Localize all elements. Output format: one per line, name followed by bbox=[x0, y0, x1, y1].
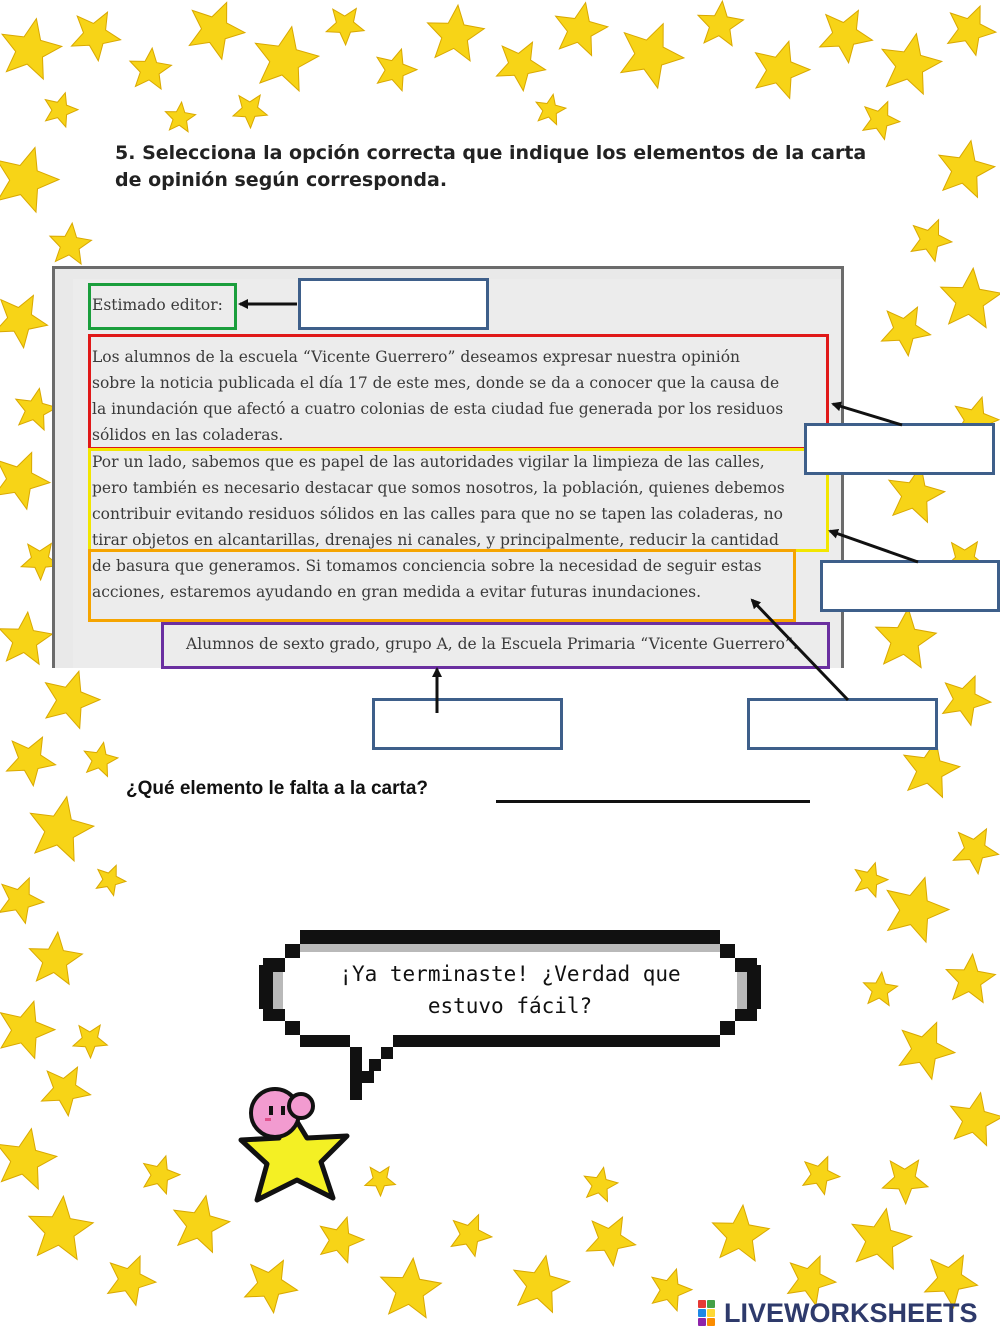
letter-intro-line: sobre la noticia publicada el día 17 de este mes, donde se da a conocer que la causa de bbox=[92, 374, 780, 392]
letter-closing-line: de basura que generamos. Si tomamos conciencia sobre la necesidad de seguir estas bbox=[92, 557, 762, 575]
star-decoration bbox=[887, 878, 949, 943]
star-decoration bbox=[29, 1196, 93, 1259]
speech-bubble-line-2: estuvo fácil? bbox=[427, 994, 593, 1018]
star-decoration bbox=[803, 1157, 840, 1195]
logo-text: LIVEWORKSHEETS bbox=[724, 1297, 978, 1328]
letter-intro-line: Los alumnos de la escuela “Vicente Guerrero” deseamos expresar nuestra opinión bbox=[92, 348, 741, 366]
star-decoration bbox=[0, 878, 44, 924]
question-number: 5. bbox=[115, 142, 136, 164]
star-decoration bbox=[451, 1215, 492, 1257]
star-decoration bbox=[174, 1196, 230, 1253]
pixel-character-on-star bbox=[235, 1080, 365, 1205]
star-decoration bbox=[381, 1258, 442, 1317]
star-decoration bbox=[320, 1217, 364, 1263]
missing-element-question: ¿Qué elemento le falta a la carta? bbox=[126, 778, 428, 799]
star-decoration bbox=[946, 954, 995, 1002]
star-decoration bbox=[42, 1067, 91, 1116]
star-decoration bbox=[953, 829, 998, 874]
letter-body-line: pero también es necesario destacar que somos nosotros, la población, quienes debemos bbox=[92, 479, 785, 497]
speech-bubble-line-1: ¡Ya terminaste! ¿Verdad que bbox=[339, 962, 681, 986]
star-decoration bbox=[882, 1160, 928, 1204]
arrow-to-development bbox=[830, 531, 918, 562]
star-decoration bbox=[365, 1167, 396, 1196]
letter-body-line: tirar objetos en alcantarillas, drenajes ni canales, y principalmente, reducir la cantidad bbox=[92, 531, 779, 549]
star-decoration bbox=[855, 863, 888, 897]
letter-greeting: Estimado editor: bbox=[92, 296, 223, 314]
missing-element-answer-line[interactable] bbox=[496, 800, 810, 803]
star-decoration bbox=[29, 932, 82, 984]
star-decoration bbox=[584, 1167, 618, 1201]
star-decoration bbox=[899, 1022, 955, 1079]
liveworksheets-logo bbox=[698, 1299, 978, 1327]
letter-intro-line: sólidos en las coladeras. bbox=[92, 426, 284, 444]
letter-signature: Alumnos de sexto grado, grupo A, de la Escuela Primaria “Vicente Guerrero”. bbox=[186, 635, 798, 653]
star-decoration bbox=[852, 1209, 912, 1270]
star-decoration bbox=[144, 1156, 180, 1194]
star-decoration bbox=[108, 1256, 156, 1305]
logo-icon bbox=[698, 1300, 724, 1326]
star-decoration bbox=[587, 1217, 636, 1266]
star-decoration bbox=[245, 1260, 298, 1312]
speech-bubble-text bbox=[300, 958, 720, 1022]
star-decoration bbox=[864, 972, 898, 1005]
letter-body-line: Por un lado, sabemos que es papel de las autoridades vigilar la limpieza de las calles, bbox=[92, 453, 765, 471]
letter-body-line: contribuir evitando residuos sólidos en las calles para que no se tapen las coladeras, no bbox=[92, 505, 783, 523]
star-decoration bbox=[951, 1093, 1000, 1146]
star-decoration bbox=[0, 1129, 57, 1190]
letter-closing-line: acciones, estaremos ayudando en gran medida a evitar futuras inundaciones. bbox=[92, 583, 702, 601]
arrow-to-conclusion bbox=[752, 600, 848, 700]
star-decoration bbox=[30, 797, 93, 861]
star-decoration bbox=[652, 1269, 692, 1311]
arrow-to-introduction bbox=[833, 404, 902, 425]
star-decoration bbox=[96, 865, 126, 895]
star-decoration bbox=[1, 1001, 56, 1058]
question-line-1: Selecciona la opción correcta que indique los elementos de la carta bbox=[142, 142, 867, 164]
star-decoration bbox=[713, 1205, 770, 1261]
question-line-2: de opinión según corresponda. bbox=[115, 169, 448, 191]
letter-intro-line: la inundación que afectó a cuatro colonias de esta ciudad fue generada por los residuos bbox=[92, 400, 784, 418]
star-decoration bbox=[514, 1256, 570, 1313]
star-decoration bbox=[73, 1025, 107, 1058]
